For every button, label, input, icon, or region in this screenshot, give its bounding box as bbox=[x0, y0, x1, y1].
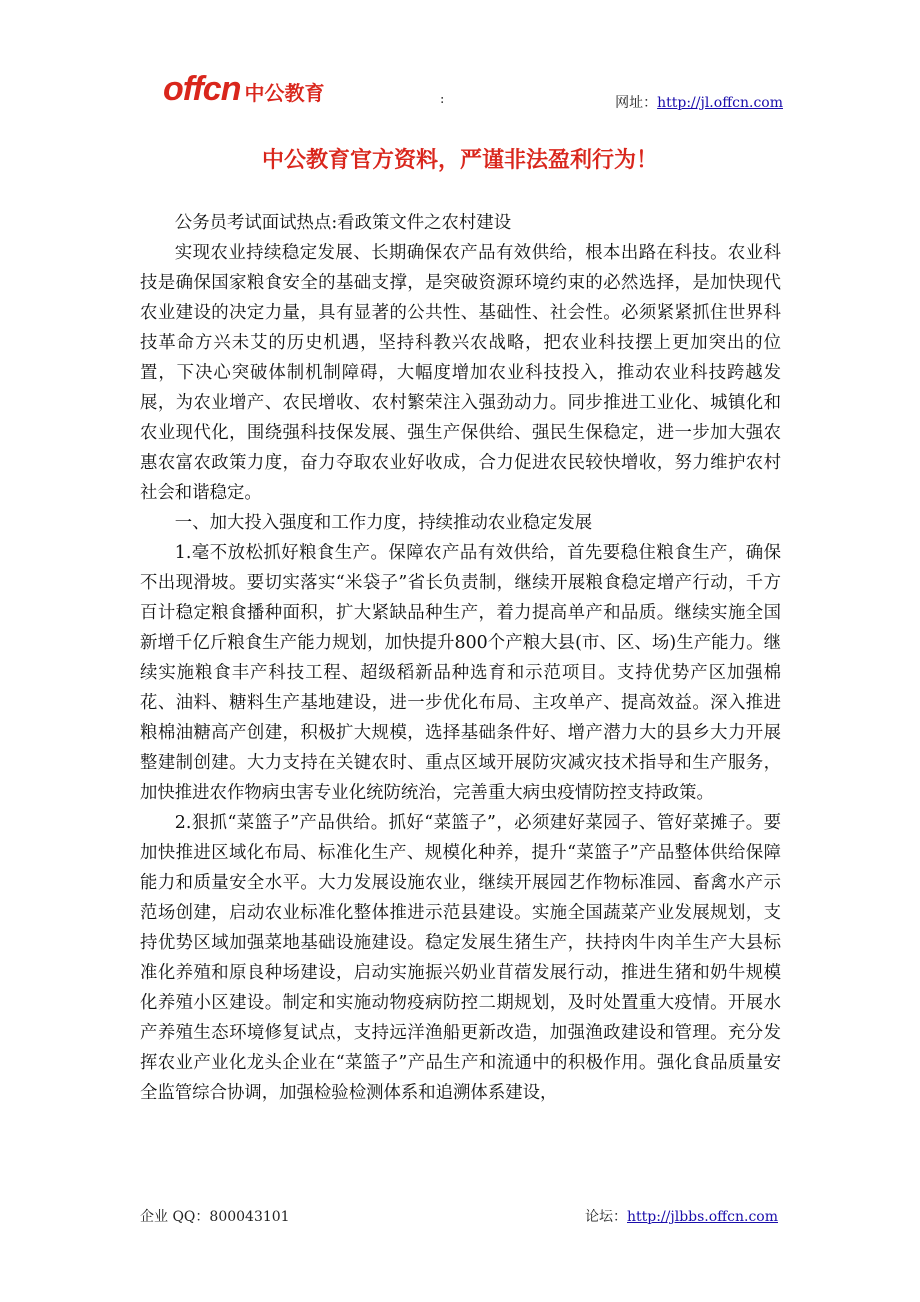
qq-label: 企业 QQ： bbox=[140, 1209, 210, 1225]
website-label: 网址： bbox=[615, 95, 658, 111]
website-link[interactable]: http://jl.offcn.com bbox=[657, 95, 783, 111]
page-header bbox=[0, 0, 920, 130]
paragraph-vegetable-basket: 2.狠抓“菜篮子”产品供给。抓好“菜篮子”，必须建好菜园子、管好菜摊子。要加快推进区域化布局、标准化生产、规模化种养，提升“菜篮子”产品整体供给保障能力和质量安全水平。大力发展设施农业，继续开展园艺作物标准园、畜禽水产示范场创建，启动农业标准化整体推进示范县建设。实施全国蔬菜产业发展规划，支持优势区域加强菜地基础设施建设。稳定发展生猪生产，扶持肉牛肉羊生产大县标准化养殖和原良种场建设，启动实施振兴奶业苜蓿发展行动，推进生猪和奶牛规模化养殖小区建设。制定和实施动物疫病防控二期规划，及时处置重大疫情。开展水产养殖生态环境修复试点，支持远洋渔船更新改造，加强渔政建设和管理。充分发挥农业产业化龙头企业在“菜篮子”产品生产和流通中的积极作用。强化食品质量安全监管综合协调，加强检验检测体系和追溯体系建设， bbox=[140, 813, 781, 1103]
paragraph-intro: 实现农业持续稳定发展、长期确保农产品有效供给，根本出路在科技。农业科技是确保国家粮食安全的基础支撑，是突破资源环境约束的必然选择，是加快现代农业建设的决定力量，具有显著的公共性、基础性、社会性。必须紧紧抓住世界科技革命方兴未艾的历史机遇，坚持科教兴农战略，把农业科技摆上更加突出的位置，下决心突破体制机制障碍，大幅度增加农业科技投入，推动农业科技跨越发展，为农业增产、农民增收、农村繁荣注入强劲动力。同步推进工业化、城镇化和农业现代化，围绕强科技保发展、强生产保供给、强民生保稳定，进一步加大强农惠农富农政策力度，奋力夺取农业好收成，合力促进农民较快增收，努力维护农村社会和谐稳定。 bbox=[140, 243, 781, 503]
qq-number: 800043101 bbox=[209, 1209, 290, 1225]
logo-chinese-text: 中公教育 bbox=[244, 81, 325, 105]
logo-latin-text: offcn bbox=[163, 70, 241, 108]
footer-forum bbox=[585, 1206, 778, 1226]
document-title: 公务员考试面试热点:看政策文件之农村建设 bbox=[174, 213, 512, 233]
section-heading: 一、加大投入强度和工作力度，持续推动农业稳定发展 bbox=[174, 513, 593, 533]
footer-qq bbox=[140, 1206, 290, 1226]
paragraph-grain: 1.毫不放松抓好粮食生产。保障农产品有效供给，首先要稳住粮食生产，确保不出现滑坡。要切实落实“米袋子”省长负责制，继续开展粮食稳定增产行动，千方百计稳定粮食播种面积，扩大紧缺品种生产，着力提高单产和品质。继续实施全国新增千亿斤粮食生产能力规划，加快提升800个产粮大县(市、区、场)生产能力。继续实施粮食丰产科技工程、超级稻新品种选育和示范项目。支持优势产区加强棉花、油料、糖料生产基地建设，进一步优化布局、主攻单产、提高效益。深入推进粮棉油糖高产创建，积极扩大规模，选择基础条件好、增产潜力大的县乡大力开展整建制创建。大力支持在关键农时、重点区域开展防灾减灾技术指导和生产服务，加快推进农作物病虫害专业化统防统治，完善重大病虫疫情防控支持政策。 bbox=[140, 543, 781, 803]
offcn-logo bbox=[163, 66, 324, 106]
document-body bbox=[140, 208, 781, 1108]
forum-link[interactable]: http://jlbbs.offcn.com bbox=[627, 1209, 778, 1225]
header-colon: : bbox=[440, 92, 445, 107]
forum-label: 论坛： bbox=[585, 1209, 627, 1225]
website-info bbox=[615, 92, 783, 112]
copyright-warning: 中公教育官方资料，严谨非法盈利行为！ bbox=[261, 148, 658, 173]
